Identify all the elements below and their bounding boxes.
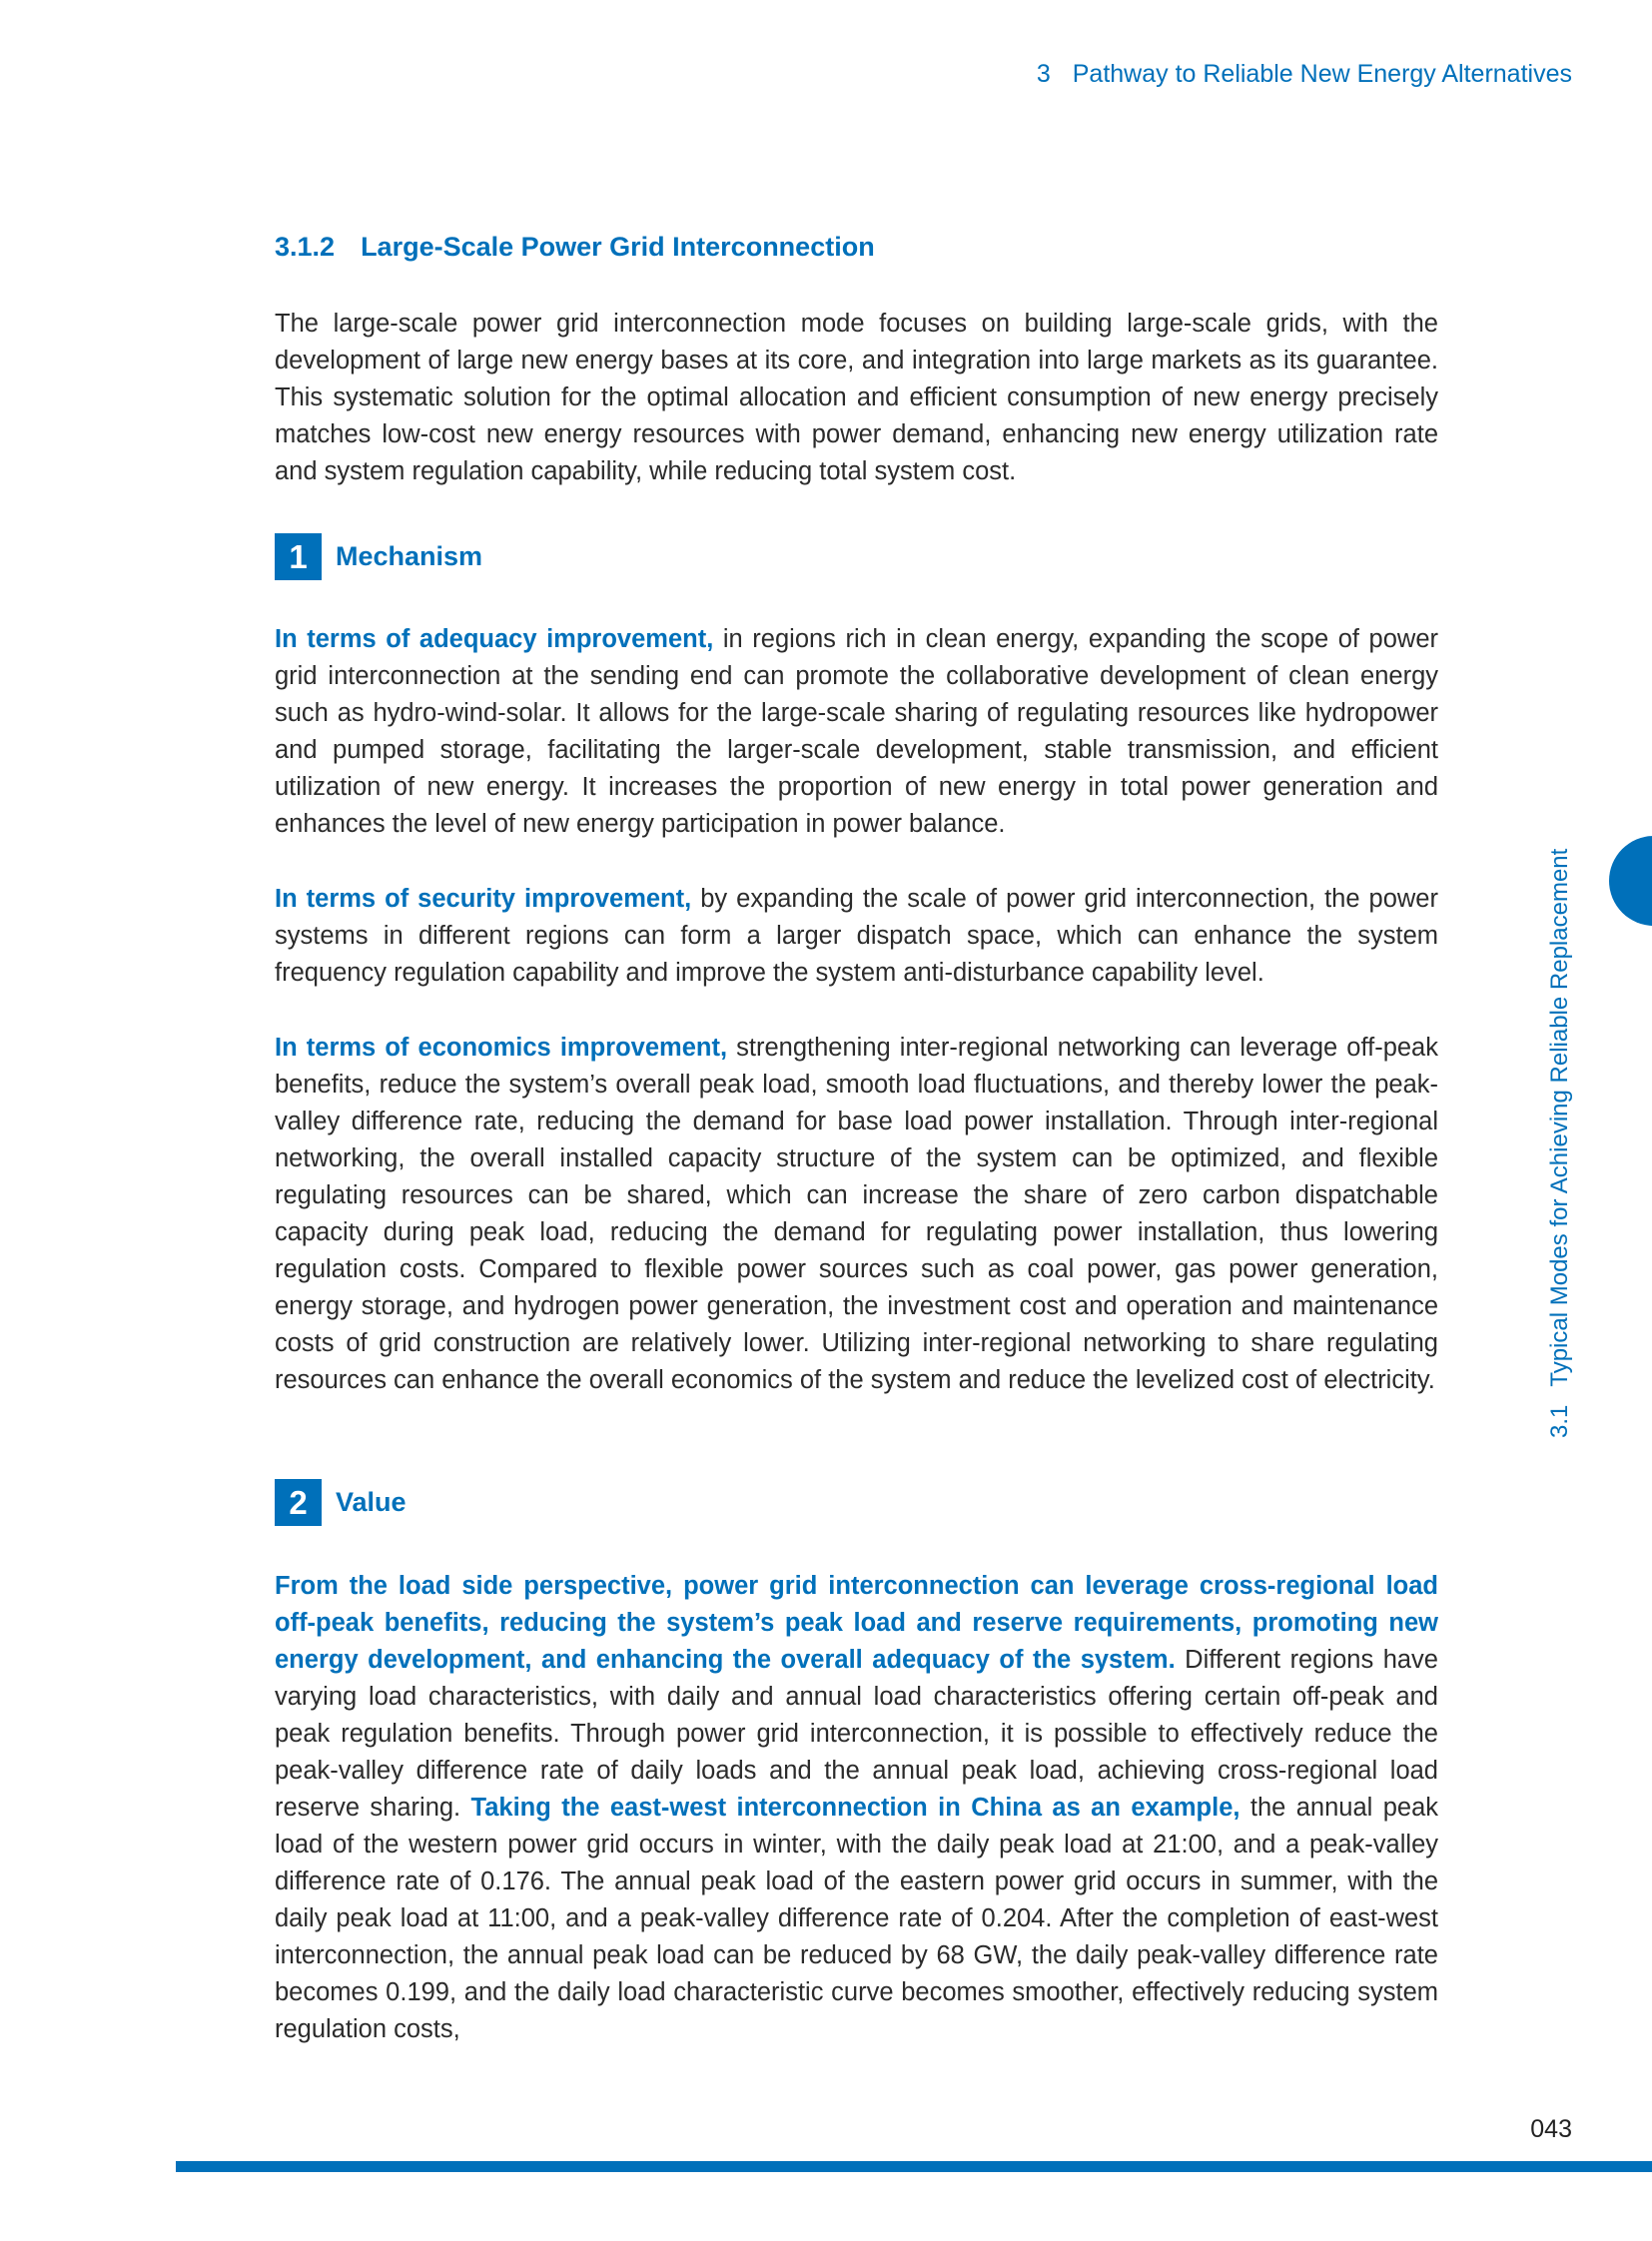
chapter-title: Pathway to Reliable New Energy Alternatives	[1072, 60, 1572, 88]
page-number: 043	[1530, 2115, 1572, 2143]
side-section-number: 3.1	[1546, 1404, 1573, 1438]
side-tab-marker	[1609, 836, 1652, 926]
number-badge: 1	[275, 533, 322, 580]
subheading-mechanism	[275, 533, 482, 580]
intro-paragraph: The large-scale power grid interconnection mode focuses on building large-scale grids, with the development of large new energy bases at its core, and integration into large markets as its guarantee. This systematic solution for the optimal allocation and efficient consumption of new energy precisely matches low-cost new energy resources with power demand, enhancing new energy utilization rate and system regulation capability, while reducing total system cost.	[275, 310, 1438, 485]
number-badge: 2	[275, 1479, 322, 1526]
paragraph-value	[275, 1568, 1438, 2048]
paragraph-text: strengthening inter-regional networking can leverage off-peak benefits, reduce the system’s overall peak load, smooth load fluctuations, and thereby lower the peak-valley difference rate, reducing the demand for base load power installation. Through inter-regional networking, the overall installed capacity structure of the system can be optimized, and flexible regulating resources can be shared, which can increase the share of zero carbon dispatchable capacity during peak load, reducing the demand for regulating power installation, thus lowering regulation costs. Compared to flexible power sources such as coal power, gas power generation, energy storage, and hydrogen power generation, the investment cost and operation and maintenance costs of grid construction are relatively lower. Utilizing inter-regional networking to share regulating resources can enhance the overall economics of the system and reduce the levelized cost of electricity.	[275, 1034, 1438, 1394]
section-title-text: Large-Scale Power Grid Interconnection	[361, 232, 875, 262]
paragraph-text: by expanding the scale of power grid interconnection, the power systems in different regions can form a larger dispatch space, which can enhance the system frequency regulation capability and improve the system anti-disturbance capability level.	[275, 885, 1438, 987]
subheading-value	[275, 1479, 407, 1526]
paragraph-economics	[275, 1030, 1438, 1399]
subheading-label: Mechanism	[336, 541, 483, 571]
paragraph-lead: In terms of adequacy improvement,	[275, 625, 714, 653]
paragraph-lead: In terms of economics improvement,	[275, 1034, 728, 1062]
chapter-number: 3	[1036, 60, 1051, 88]
paragraph-adequacy	[275, 621, 1438, 843]
running-header	[1037, 60, 1572, 89]
paragraph-lead: In terms of security improvement,	[275, 885, 692, 913]
paragraph-text: Different regions have varying load characteristics, with daily and annual load characteristics offering certain off-peak and peak regulation benefits. Through power grid interconnection, it is possible to effectively reduce the peak-valley difference rate of daily loads and the annual peak load, achieving cross-regional load reserve sharing.	[275, 1646, 1438, 1822]
footer-bar	[176, 2161, 1652, 2172]
paragraph-text: in regions rich in clean energy, expanding the scope of power grid interconnection at the sending end can promote the collaborative development of clean energy such as hydro-wind-solar. It allows for the large-scale sharing of regulating resources like hydropower and pumped storage, facilitating the larger-scale development, stable transmission, and efficient utilization of new energy. It increases the proportion of new energy in total power generation and enhances the level of new energy participation in power balance.	[275, 625, 1439, 838]
subheading-label: Value	[336, 1487, 407, 1517]
paragraph-text: the annual peak load of the western power grid occurs in winter, with the daily peak load at 21:00, and a peak-valley difference rate of 0.176. The annual peak load of the eastern power grid occurs in summer, with the daily peak load at 11:00, and a peak-valley difference rate of 0.204. After the completion of east-west interconnection, the annual peak load can be reduced by 68 GW, the daily peak-valley difference rate becomes 0.199, and the daily load characteristic curve becomes smoother, effectively reducing system regulation costs,	[275, 1794, 1439, 2043]
side-section-title: Typical Modes for Achieving Reliable Replacement	[1546, 848, 1573, 1387]
paragraph-security	[275, 881, 1438, 992]
section-title	[275, 232, 875, 263]
section-number: 3.1.2	[275, 232, 336, 262]
paragraph-lead: From the load side perspective, power grid interconnection can leverage cross-regional load off-peak benefits, reducing the system’s peak load and reserve requirements, promoting new energy development, and enhancing the overall adequacy of the system.	[275, 1572, 1438, 1674]
side-section-label	[1546, 849, 1574, 1438]
paragraph-lead-example: Taking the east-west interconnection in China as an example,	[470, 1794, 1240, 1822]
